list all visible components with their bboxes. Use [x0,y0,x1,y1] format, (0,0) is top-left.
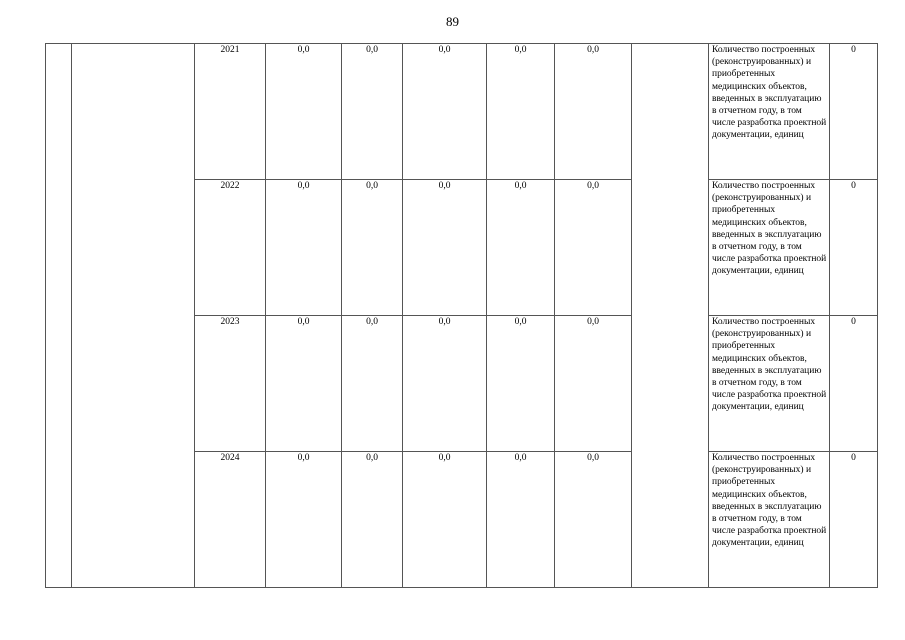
value-cell: 0,0 [266,316,342,452]
value-cell: 0,0 [555,316,632,452]
indicator-value-cell: 0 [830,44,878,180]
indicator-name-cell: Количество построенных (реконструированных) и приобретенных медицинских объектов, введенных в эксплуатацию в отчетном году, в том числе разработка проектной документации, единиц [709,452,830,588]
indicator-value-cell: 0 [830,180,878,316]
value-cell: 0,0 [487,452,555,588]
executor-cell [632,44,709,588]
value-cell: 0,0 [266,452,342,588]
indicator-name-cell: Количество построенных (реконструированных) и приобретенных медицинских объектов, введенных в эксплуатацию в отчетном году, в том числе разработка проектной документации, единиц [709,180,830,316]
value-cell: 0,0 [403,452,487,588]
table-row [46,44,878,180]
indicator-value-cell: 0 [830,452,878,588]
year-cell: 2022 [195,180,266,316]
value-cell: 0,0 [342,452,403,588]
value-cell: 0,0 [342,316,403,452]
event-name-cell [72,44,195,588]
value-cell: 0,0 [266,44,342,180]
year-cell: 2021 [195,44,266,180]
program-table [45,43,878,588]
value-cell: 0,0 [342,44,403,180]
value-cell: 0,0 [403,44,487,180]
indicator-name-cell: Количество построенных (реконструированных) и приобретенных медицинских объектов, введенных в эксплуатацию в отчетном году, в том числе разработка проектной документации, единиц [709,316,830,452]
page-number: 89 [446,14,459,29]
value-cell: 0,0 [487,44,555,180]
value-cell: 0,0 [487,180,555,316]
value-cell: 0,0 [403,180,487,316]
year-cell: 2024 [195,452,266,588]
year-cell: 2023 [195,316,266,452]
value-cell: 0,0 [403,316,487,452]
value-cell: 0,0 [487,316,555,452]
value-cell: 0,0 [342,180,403,316]
indicator-name-cell: Количество построенных (реконструированных) и приобретенных медицинских объектов, введенных в эксплуатацию в отчетном году, в том числе разработка проектной документации, единиц [709,44,830,180]
row-number-cell [46,44,72,588]
value-cell: 0,0 [555,452,632,588]
value-cell: 0,0 [555,44,632,180]
value-cell: 0,0 [266,180,342,316]
value-cell: 0,0 [555,180,632,316]
indicator-value-cell: 0 [830,316,878,452]
